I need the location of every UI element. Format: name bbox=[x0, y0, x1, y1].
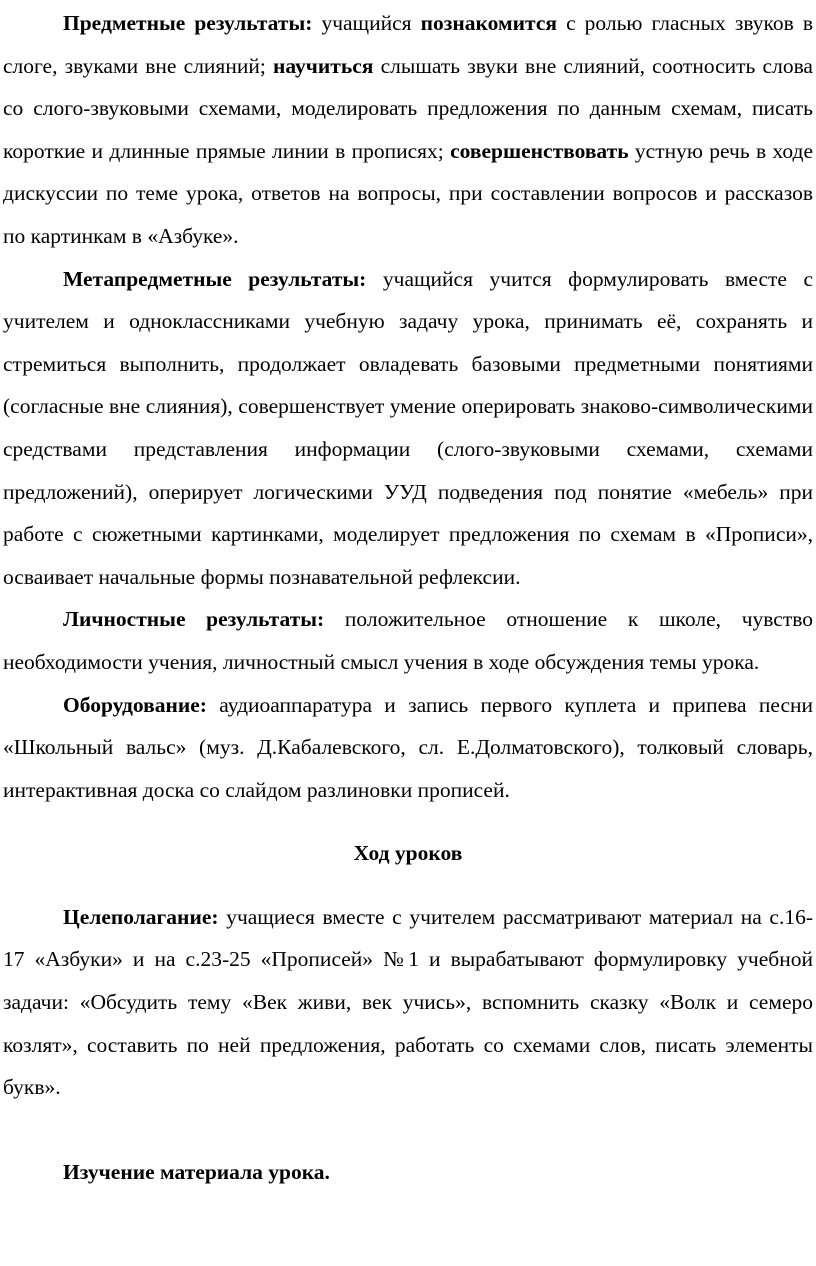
subject-bold-2: научиться bbox=[273, 53, 374, 78]
meta-results-label: Метапредметные результаты: bbox=[63, 266, 367, 291]
subject-results-label: Предметные результаты: bbox=[63, 11, 313, 35]
meta-results-text: учащийся учится формулировать вместе с учителем и одноклассниками учебную задачу урока, принимать её, сохранять и стремиться выполнить, продолжает овладевать базовыми предметными понятиями (согласные вне слияния), совершенствует умение оперировать знаково-символическими средствами представления информации (слого-звуковыми схемами, схемами предложений), оперирует логическими УУД подведения под понятие «мебель» при работе с сюжетными картинками, моделирует предложения по схемам в «Прописи», осваивает начальные формы познавательной рефлексии. bbox=[3, 266, 814, 589]
personal-results-paragraph bbox=[3, 598, 813, 683]
study-label: Изучение материала урока. bbox=[63, 1159, 330, 1184]
equipment-text: аудиоаппаратура и запись первого куплета и припева песни «Школьный вальс» (муз. Д.Кабалевского, сл. Е.Долматовского), толковый словарь, интерактивная доска со слайдом разлиновки прописей. bbox=[3, 692, 813, 802]
subject-bold-3: совершенствовать bbox=[450, 138, 629, 163]
study-paragraph bbox=[3, 1151, 813, 1194]
equipment-label: Оборудование: bbox=[63, 692, 207, 717]
personal-results-text: положительное отношение к школе, чувство необходимости учения, личностный смысл учения в ходе обсуждения темы урока. bbox=[3, 607, 813, 674]
subject-text-2: с ролью гласных звуков в слоге, звуками вне слияний; bbox=[3, 11, 813, 78]
section-heading: Ход уроков bbox=[353, 841, 463, 866]
subject-text-4: устную речь в ходе дискуссии по теме урока, ответов на вопросы, при составлении вопросов и рассказов по картинкам в «Азбуке». bbox=[3, 138, 813, 248]
goal-text: учащиеся вместе с учителем рассматривают материал на с.16-17 «Азбуки» и на с.23-25 «Прописей» №1 и вырабатывают формулировку учебной задачи: «Обсудить тему «Век живи, век учись», вспомнить сказку «Волк и семеро козлят», составить по ней предложения, работать со схемами слов, писать элементы букв». bbox=[3, 904, 813, 1100]
subject-bold-1: познакомится bbox=[420, 11, 558, 35]
goal-paragraph bbox=[3, 896, 813, 1109]
goal-label: Целеполагание: bbox=[63, 904, 219, 929]
equipment-paragraph bbox=[3, 684, 813, 812]
subject-results-paragraph bbox=[3, 2, 813, 258]
meta-results-paragraph bbox=[3, 258, 813, 599]
subject-text-1: учащийся bbox=[312, 11, 421, 35]
personal-results-label: Личностные результаты: bbox=[63, 607, 325, 632]
subject-text-3: слышать звуки вне слияний, соотносить слова со слого-звуковыми схемами, моделировать предложения по данным схемам, писать короткие и длинные прямые линии в прописях; bbox=[3, 53, 813, 163]
